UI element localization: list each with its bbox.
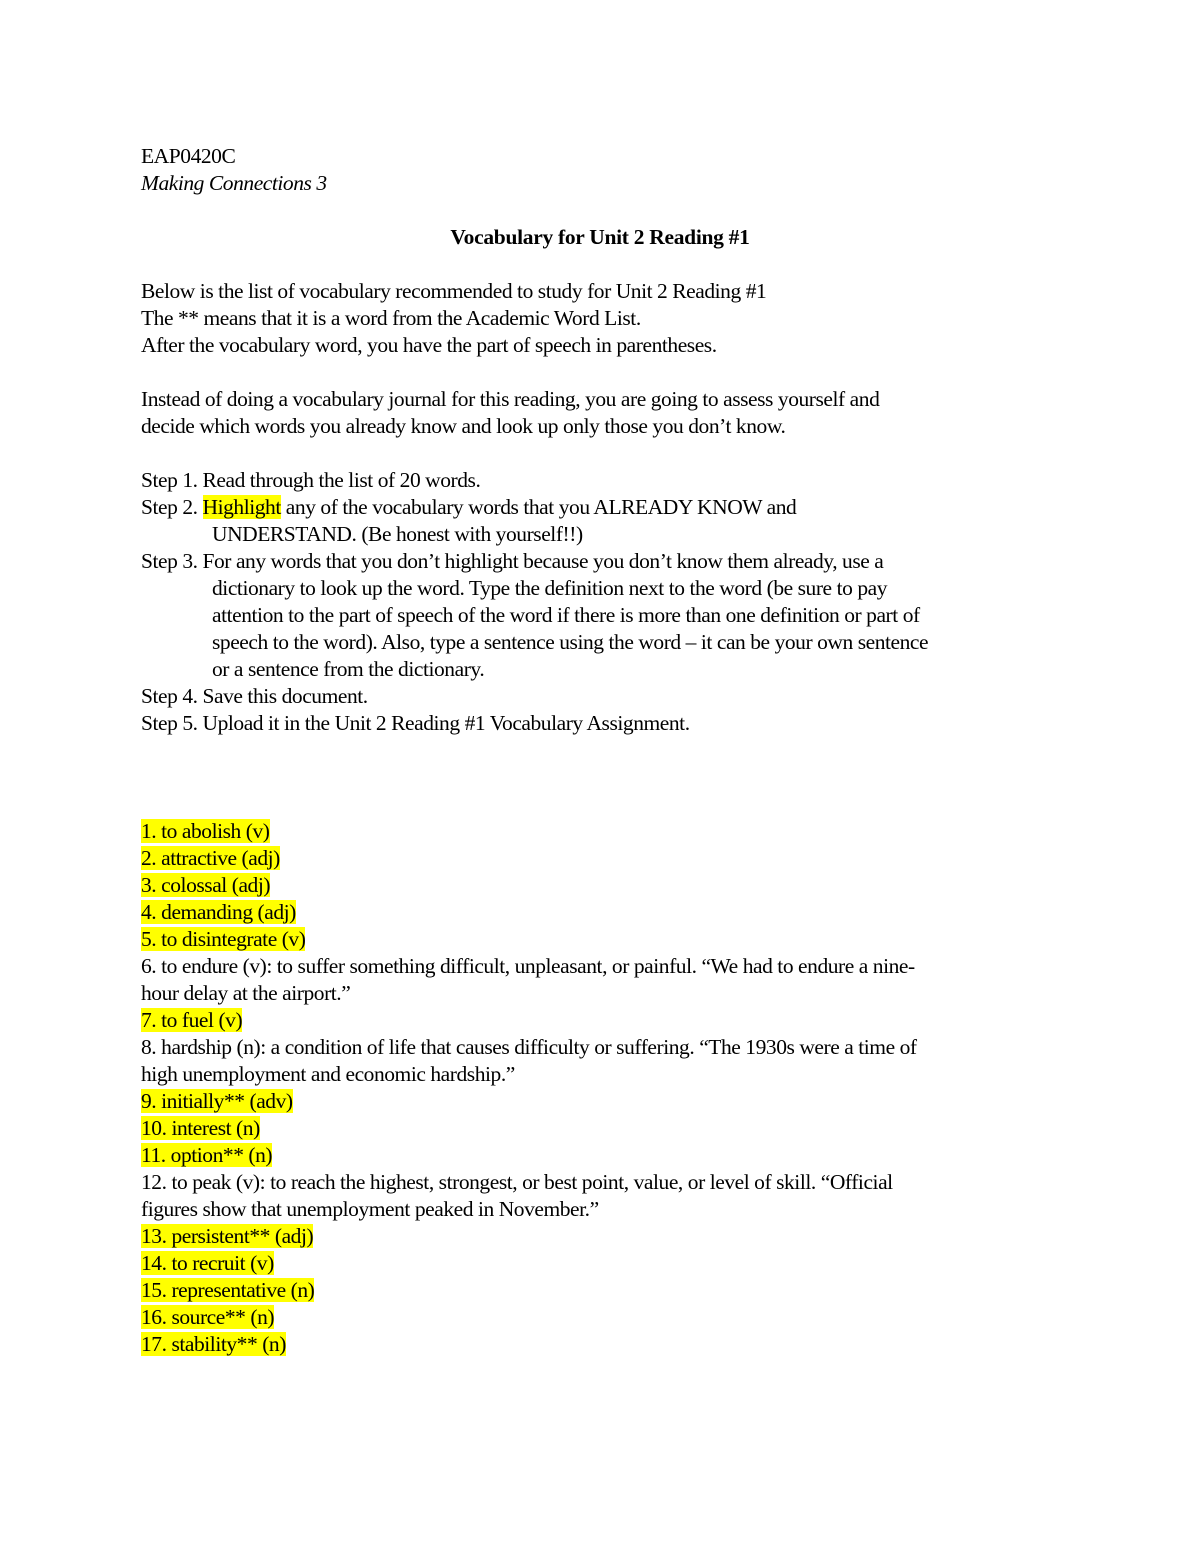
step-3-continued: attention to the part of speech of the word if there is more than one definition or part of — [212, 603, 920, 627]
step-2-label: Step 2. — [141, 495, 203, 519]
vocab-item: 1. to abolish (v) — [141, 819, 270, 843]
step-3-continued: speech to the word). Also, type a sentence using the word – it can be your own sentence — [212, 630, 929, 654]
vocab-item: 4. demanding (adj) — [141, 900, 296, 924]
step-5: Step 5. Upload it in the Unit 2 Reading #1 Vocabulary Assignment. — [141, 711, 690, 735]
step-4: Step 4. Save this document. — [141, 684, 368, 708]
intro-line: After the vocabulary word, you have the part of speech in parentheses. — [141, 333, 717, 357]
vocab-item-defined: 12. to peak (v): to reach the highest, strongest, or best point, value, or level of skill. “Official — [141, 1170, 893, 1194]
instruction-line: Instead of doing a vocabulary journal for this reading, you are going to assess yourself and — [141, 387, 880, 411]
intro-line: Below is the list of vocabulary recommended to study for Unit 2 Reading #1 — [141, 279, 767, 303]
vocab-item: 2. attractive (adj) — [141, 846, 280, 870]
vocab-item: 10. interest (n) — [141, 1116, 260, 1140]
vocab-item: 16. source** (n) — [141, 1305, 275, 1329]
vocab-item: 13. persistent** (adj) — [141, 1224, 314, 1248]
book-title: Making Connections 3 — [141, 171, 327, 195]
vocab-item: 5. to disintegrate (v) — [141, 927, 306, 951]
vocab-item: 14. to recruit (v) — [141, 1251, 274, 1275]
step-2-rest: any of the vocabulary words that you ALREADY KNOW and — [280, 495, 797, 519]
intro-line: The ** means that it is a word from the Academic Word List. — [141, 306, 641, 330]
page-title: Vocabulary for Unit 2 Reading #1 — [450, 225, 750, 249]
vocab-item: 9. initially** (adv) — [141, 1089, 293, 1113]
vocab-item: 15. representative (n) — [141, 1278, 315, 1302]
step-2 — [141, 494, 796, 521]
vocab-item-defined-continued: figures show that unemployment peaked in November.” — [141, 1197, 599, 1221]
vocab-item-defined-continued: high unemployment and economic hardship.” — [141, 1062, 515, 1086]
vocab-item: 3. colossal (adj) — [141, 873, 271, 897]
vocab-item-defined-continued: hour delay at the airport.” — [141, 981, 351, 1005]
vocab-item-defined: 6. to endure (v): to suffer something difficult, unpleasant, or painful. “We had to endure a nine- — [141, 954, 915, 978]
vocab-item-defined: 8. hardship (n): a condition of life that causes difficulty or suffering. “The 1930s were a time of — [141, 1035, 917, 1059]
vocab-item: 7. to fuel (v) — [141, 1008, 243, 1032]
instruction-line: decide which words you already know and look up only those you don’t know. — [141, 414, 786, 438]
step-2-continued: UNDERSTAND. (Be honest with yourself!!) — [212, 522, 583, 546]
step-3-continued: or a sentence from the dictionary. — [212, 657, 485, 681]
vocab-item: 17. stability** (n) — [141, 1332, 286, 1356]
vocab-item: 11. option** (n) — [141, 1143, 273, 1167]
course-code: EAP0420C — [141, 144, 236, 168]
step-2-highlight-word: Highlight — [202, 495, 281, 519]
step-3-continued: dictionary to look up the word. Type the definition next to the word (be sure to pay — [212, 576, 888, 600]
step-3: Step 3. For any words that you don’t highlight because you don’t know them already, use a — [141, 549, 884, 573]
step-1: Step 1. Read through the list of 20 words. — [141, 468, 481, 492]
